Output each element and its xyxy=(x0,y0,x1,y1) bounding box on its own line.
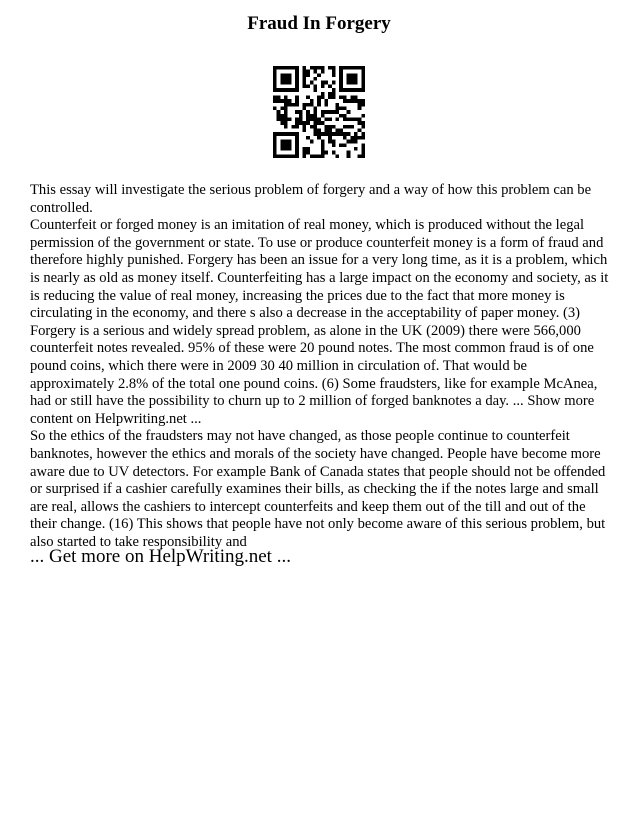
paragraph-definition: Counterfeit or forged money is an imitation of real money, which is produced without the legal permission of the government or state. To use or produce counterfeit money is a form of fraud and therefore highly punished. Forgery has been an issue for a very long time, as it is a problem, which is nearly as old as money itself. Counterfeiting has a large impact on the economy and society, as it is reducing the value of real money, increasing the prices due to the fact that more money is circulating in the economy, and there s also a decrease in the acceptability of paper money. (3) xyxy=(30,217,609,322)
paragraph-intro: This essay will investigate the serious problem of forgery and a way of how this problem can be controlled. xyxy=(30,182,592,216)
document-title: Fraud In Forgery xyxy=(247,13,391,34)
paragraph-statistics: Forgery is a serious and widely spread problem, as alone in the UK (2009) there were 566,000 counterfeit notes revealed. 95% of these were 20 pound notes. The most common fraud is of one pound coins, which there were in 2009 30 40 million in circulation of. That would be approximately 2.8% of the total one pound coins. (6) Some fraudsters, like for example McAnea, had or still have the possibility to churn up to 2 million of forged banknotes a day. ... Show more content on Helpwriting.net ... xyxy=(30,322,598,427)
essay-body xyxy=(30,182,610,551)
paragraph-ethics: So the ethics of the fraudsters may not have changed, as those people continue to counterfeit banknotes, however the ethics and morals of the society have changed. People have become more aware due to UV detectors. For example Bank of Canada states that people should not be offended or surprised if a cashier carefully examines their bills, as checking the if the notes large and small are real, allows the cashiers to intercept counterfeits and keep them out of the till and out of the their change. (16) This shows that people have not only become aware of this serious problem, but also started to take responsibility and xyxy=(30,428,606,550)
qr-code-icon xyxy=(273,66,365,158)
get-more-link[interactable]: ... Get more on HelpWriting.net ... xyxy=(30,546,291,567)
